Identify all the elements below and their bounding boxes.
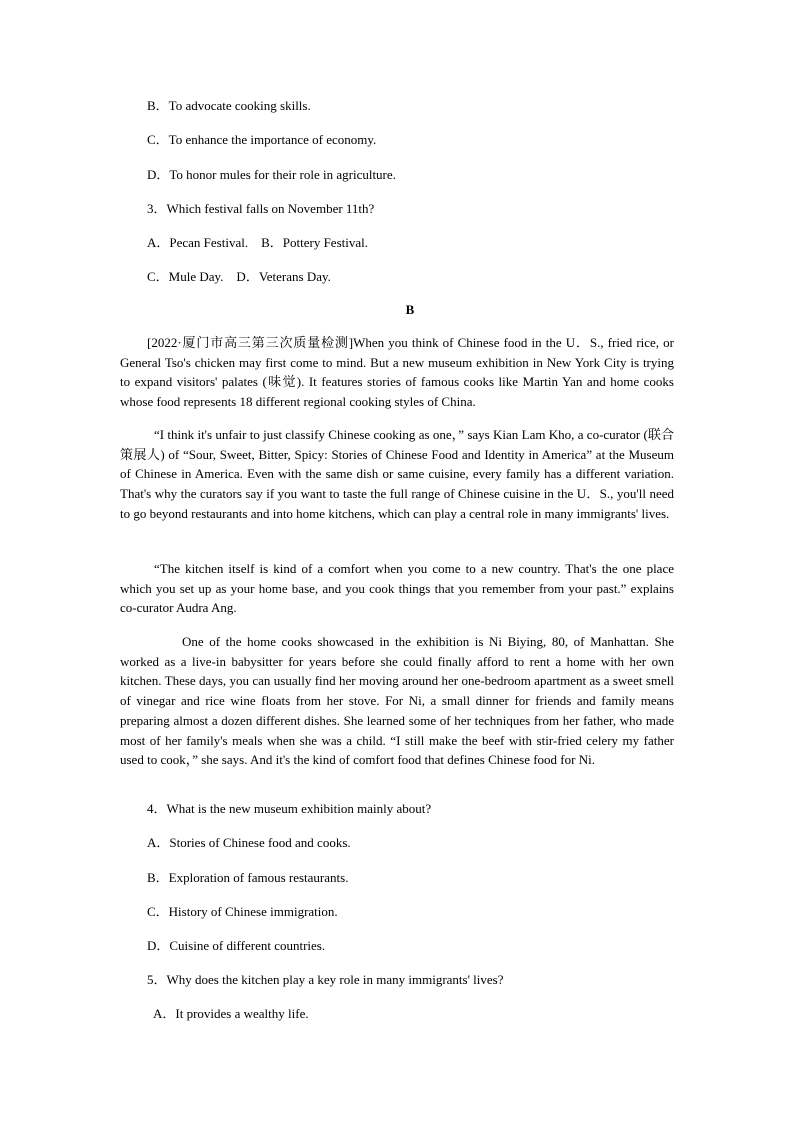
- q3-options-cd: C．Mule Day. D．Veterans Day.: [147, 269, 331, 284]
- q2-option-c: C．To enhance the importance of economy.: [147, 132, 377, 147]
- q3-question: 3．Which festival falls on November 11th?: [147, 201, 375, 216]
- q4-question: 4．What is the new museum exhibition mainly about?: [147, 801, 432, 816]
- q2-option-b: B．To advocate cooking skills.: [147, 98, 311, 113]
- q4-option-c: C．History of Chinese immigration.: [147, 904, 338, 919]
- passage-paragraph-3: “The kitchen itself is kind of a comfort when you come to a new country. That's the one place which you set up as your home base, and you cook things that you remember from your past.” explains co-curator Audra Ang.: [120, 561, 674, 616]
- passage-paragraph-4: One of the home cooks showcased in the exhibition is Ni Biying, 80, of Manhattan. She worked as a live-in babysitter for years before she could finally afford to rent a home with her own kitchen. These days, you can usually find her moving around her one-bedroom apartment as a sweet smell of vinegar and rice wine floats from her stove. For Ni, a small dinner for friends and family means preparing almost a dozen different dishes. She learned some of her techniques from her father, who made most of her family's meals when she was a child. “I still make the beef with stir-fried celery my father used to cook，” she says. And it's the kind of comfort food that defines Chinese food for Ni.: [120, 634, 674, 768]
- q5-option-a: A．It provides a wealthy life.: [153, 1006, 309, 1021]
- q2-option-d: D．To honor mules for their role in agriculture.: [147, 167, 396, 182]
- q4-option-a: A．Stories of Chinese food and cooks.: [147, 835, 351, 850]
- passage-paragraph-1: [2022·厦门市高三第三次质量检测]When you think of Chinese food in the U．S., fried rice, or General Tso's chicken may first come to mind. But a new museum exhibition in New York City is trying to expand visitors' palates (味觉). It features stories of famous cooks like Martin Yan and home cooks whose food represents 18 different regional cooking styles of China.: [120, 335, 674, 410]
- section-heading: B: [405, 302, 415, 317]
- q4-option-d: D．Cuisine of different countries.: [147, 938, 326, 953]
- q5-question: 5．Why does the kitchen play a key role in many immigrants' lives?: [147, 972, 504, 987]
- passage-paragraph-2: “I think it's unfair to just classify Chinese cooking as one，” says Kian Lam Kho, a co-curator (联合策展人) of “Sour, Sweet, Bitter, Spicy: Stories of Chinese Food and Identity in America” at the Museum of Chinese in America. Even with the same dish or same cuisine, every family has a different variation. That's why the curators say if you want to taste the full range of Chinese cuisine in the U．S., you'll need to go beyond restaurants and into home kitchens, which can play a central role in many immigrants' lives.: [120, 427, 674, 521]
- q3-options-ab: A．Pecan Festival. B．Pottery Festival.: [147, 235, 368, 250]
- q4-option-b: B．Exploration of famous restaurants.: [147, 870, 349, 885]
